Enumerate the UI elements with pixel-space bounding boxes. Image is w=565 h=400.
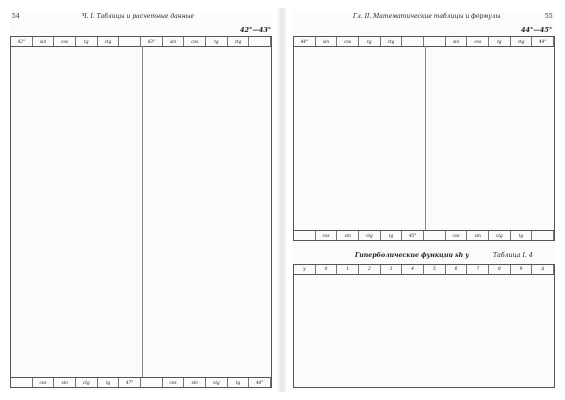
right-table-body <box>294 46 554 231</box>
col-footer: cos <box>446 231 468 240</box>
col-footer: sin <box>184 378 206 387</box>
col-footer: 46° <box>249 378 271 387</box>
col-header: cos <box>337 37 359 46</box>
col-header: 4 <box>402 265 424 274</box>
col-footer <box>11 378 33 387</box>
col-header: ctg <box>511 37 533 46</box>
col-header: 0 <box>316 265 338 274</box>
col-header: Δ <box>532 265 554 274</box>
hyperbolic-table <box>293 264 555 388</box>
right-degree-range: 44°—45° <box>521 26 553 34</box>
col-header: cos <box>54 37 76 46</box>
left-running-title: Ч. I. Таблицы и расчетные данные <box>82 13 195 20</box>
col-footer: cos <box>33 378 55 387</box>
col-header: 9 <box>511 265 533 274</box>
col-header: 1 <box>337 265 359 274</box>
col-header <box>249 37 271 46</box>
col-footer: sin <box>337 231 359 240</box>
col-header: 6 <box>446 265 468 274</box>
col-footer: tg <box>511 231 533 240</box>
hyperbolic-table-label: Таблица I. 4 <box>493 252 533 259</box>
col-header: sin <box>446 37 468 46</box>
col-footer: ctg <box>489 231 511 240</box>
col-header: 44° <box>532 37 554 46</box>
col-footer: sin <box>54 378 76 387</box>
col-footer <box>424 231 446 240</box>
col-footer: 45° <box>402 231 424 240</box>
col-footer: 47° <box>119 378 141 387</box>
right-running-title: Гл. II. Математические таблицы и формулы <box>353 13 501 20</box>
book-gutter <box>276 8 288 392</box>
col-header: 44° <box>294 37 316 46</box>
left-table-body <box>11 46 271 378</box>
right-table-footer <box>294 230 554 240</box>
col-header: ctg <box>228 37 250 46</box>
col-header: cos <box>467 37 489 46</box>
left-trig-table <box>10 36 272 388</box>
col-header: tg <box>489 37 511 46</box>
col-header: y <box>294 265 316 274</box>
col-footer: tg <box>228 378 250 387</box>
col-footer: ctg <box>76 378 98 387</box>
col-header: sin <box>33 37 55 46</box>
col-header: ctg <box>98 37 120 46</box>
col-header: tg <box>206 37 228 46</box>
col-header: sin <box>163 37 185 46</box>
left-table-footer <box>11 377 271 387</box>
col-header <box>119 37 141 46</box>
col-footer <box>294 231 316 240</box>
hyperbolic-title: Гиперболические функции sh y <box>355 252 469 259</box>
col-header: 43° <box>141 37 163 46</box>
col-header: 8 <box>489 265 511 274</box>
col-header: sin <box>316 37 338 46</box>
left-running-head <box>10 12 272 22</box>
col-header: cos <box>184 37 206 46</box>
right-running-head <box>293 12 555 22</box>
hyperbolic-table-body <box>294 274 554 387</box>
right-trig-table <box>293 36 555 241</box>
col-footer <box>141 378 163 387</box>
col-header: ctg <box>381 37 403 46</box>
col-footer: tg <box>98 378 120 387</box>
col-footer <box>532 231 554 240</box>
col-footer: cos <box>163 378 185 387</box>
col-footer: ctg <box>359 231 381 240</box>
column-divider <box>425 46 426 231</box>
col-header <box>424 37 446 46</box>
column-divider <box>142 46 143 378</box>
right-page <box>293 12 555 390</box>
left-degree-range: 42°—43° <box>240 26 272 34</box>
col-header: 3 <box>381 265 403 274</box>
col-header: tg <box>76 37 98 46</box>
col-header: 2 <box>359 265 381 274</box>
col-header <box>402 37 424 46</box>
left-page-number: 54 <box>12 13 20 20</box>
col-header: tg <box>359 37 381 46</box>
col-footer: tg <box>381 231 403 240</box>
col-header: 7 <box>467 265 489 274</box>
col-footer: sin <box>467 231 489 240</box>
right-page-number: 55 <box>545 13 553 20</box>
col-footer: ctg <box>206 378 228 387</box>
col-footer: cos <box>316 231 338 240</box>
col-header: 42° <box>11 37 33 46</box>
left-page <box>10 12 272 390</box>
col-header: 5 <box>424 265 446 274</box>
